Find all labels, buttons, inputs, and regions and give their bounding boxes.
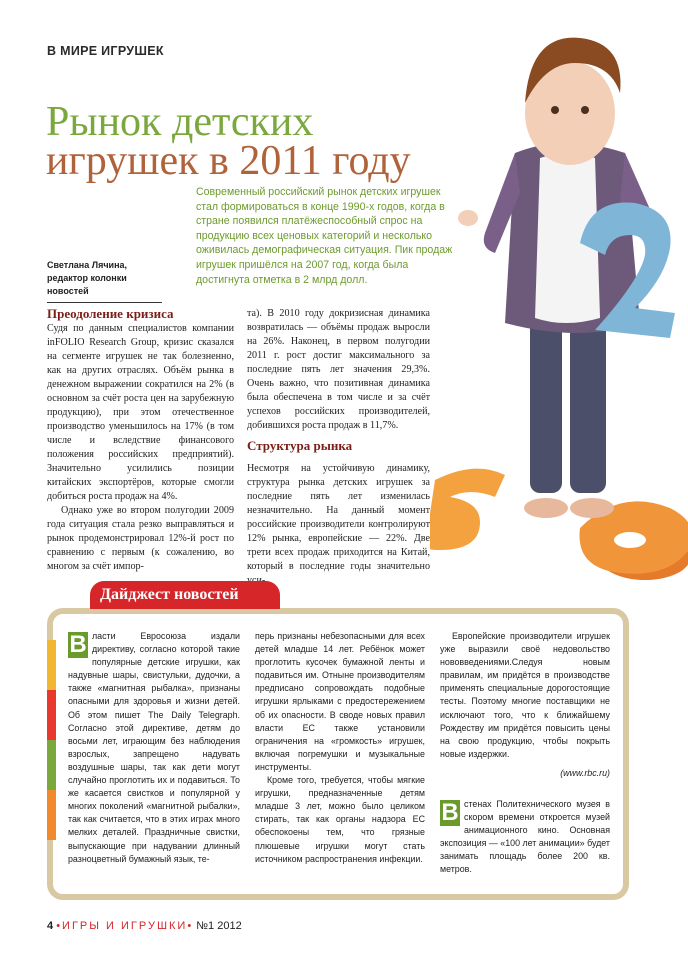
digest-text-3b: стенах Политехнического музея в скором времени откроется музей анимационного кино. Основная экспозиция — «100 лет анимации» будет занимать площадь более 200 кв. метров. (440, 799, 610, 875)
page-footer (47, 920, 242, 932)
stripe-red (47, 690, 56, 740)
heading-structure: Структура рынка (247, 438, 353, 453)
issue-number: №1 2012 (196, 920, 242, 932)
drop-cap: В (69, 631, 87, 658)
paragraph: перь признаны небезопасными для всех детей младше 14 лет. Ребёнок может проглотить кусочек бумажной ленты и подавиться им. Отныне производителям предписано сопровождать подобные игрушки ярлыками с предостережением об их опасности. В своде новых правил власти ЕС также установили ограничения на «громкость» игрушек, включая погремушки и музыкальные инструменты. (255, 631, 425, 772)
heading-crisis: Преодоление кризиса (47, 306, 174, 321)
digest-title: Дайджест новостей (90, 581, 280, 609)
paragraph: Европейские производители игрушек уже выразили своё недовольство нововведениями.Следуя новым правилам, им придётся в производстве применять специальные дорогостоящие тесты. Поэтому многие поставщики не исключают того, что к ближайшему Рождеству им придётся повысить цены на свою продукцию, чтобы покрыть новые издержки. (440, 631, 610, 759)
digest-column-3 (440, 630, 610, 780)
article-title (46, 99, 411, 184)
stripe-orange (47, 790, 56, 840)
article-column-2b (247, 462, 430, 588)
section-label: В МИРЕ ИГРУШЕК (47, 44, 164, 58)
paragraph: Однако уже во втором полугодии 2009 года ситуация стала резко выправляться и рынок продемонстрировал 12%-й рост по сравнению с первым (к сожалению, во многом за счёт импор- (47, 505, 234, 572)
page-number: 4 (47, 920, 54, 932)
stripe-yellow (47, 640, 56, 690)
author-role: редактор колонки новостей (47, 273, 127, 296)
magazine-name: •ИГРЫ И ИГРУШКИ• (56, 920, 194, 932)
news-source: (www.rbc.ru) (560, 767, 610, 778)
paragraph: Судя по данным специалистов компании inFOLIO Research Group, кризис сказался на сегменте игрушек не так болезненно, как на других отраслях. Объём рынка в денежном выражении сократился на 2% (в основном за счёт роста цен на зарубежную продукцию), при этом отечественное производство уменьшилось на 17% (в том числе и вследствие финансового положения российских предприятий). Значительно усилились позиции китайских экспортёров, которые смогли добиться роста продаж на 4%. (47, 323, 234, 502)
paragraph: Кроме того, требуется, чтобы мягкие игрушки, предназначенные детям младше 3 лет, можно было целиком стирать, так как органы надзора ЕС обеспокоены тем, что грязные плюшевые игрушки могут стать источником распространения инфекции. (255, 775, 425, 864)
paragraph: та). В 2010 году докризисная динамика возвратилась — объёмы продаж выросли на 26%. Наконец, в первом полугодии 2011 г. рост достиг максимального за последние пять лет значения 29,3%. Очень важно, что позитивная динамика была обеспечена в том числе и за счёт успехов российских производителей, добившихся роста продаж в 11,7%. (247, 308, 430, 431)
lead-paragraph: Современный российский рынок детских игрушек стал формироваться в конце 1990-х годов, когда в стране появился платёжеспособный спрос на продукцию всех ценовых категорий и несколько оживилась демографическая ситуация. Пик продаж игрушек пришёлся на 2007 год, когда была достигнута отметка в 2 млрд долл. (196, 186, 453, 286)
article-column-2 (247, 307, 430, 433)
article-column-1 (47, 322, 234, 574)
digest-column-2 (255, 630, 425, 866)
author-byline (47, 259, 162, 303)
digest-column-1 (68, 630, 240, 866)
author-name: Светлана Лячина, (47, 260, 128, 270)
number-five-toy (430, 469, 505, 550)
digest-column-3b (440, 798, 610, 877)
title-line-2: игрушек в 2011 году (46, 138, 411, 184)
digest-text-1: ласти Евросоюза издали директиву, согласно которой такие популярные детские игрушки, как надувные шары, свистульки, дудочки, а также «магнитная рыбалка», признаны опасными для здоровья и жизни детей. Об этом пишет The Daily Telegraph. Согласно этой директиве, детям до восьми лет, играющим без наблюдения взрослых, запрещено надувать воздушные шары, так как дети могут случайно проглотить их и подавиться. То же касается свистков и популярной у многих поколений «магнитной рыбалки», так как считается, что в этих играх много мелких деталей. Праздничные свистки, выпускающие при надувании длинный разноцветный бумажный язык, те- (68, 631, 240, 864)
boy-with-numbers-photo (430, 18, 688, 583)
paragraph: Несмотря на устойчивую динамику, структура рынка детских игрушек за последние пять лет изменилась незначительно. На данный момент российские производители контролируют 12% рынка, европейские — 22%. Две трети всех продаж приходится на Китай, который в последние годы значительно (247, 463, 430, 572)
title-line-1: Рынок детских (46, 99, 314, 145)
drop-cap: В (441, 799, 459, 826)
stripe-green (47, 740, 56, 790)
